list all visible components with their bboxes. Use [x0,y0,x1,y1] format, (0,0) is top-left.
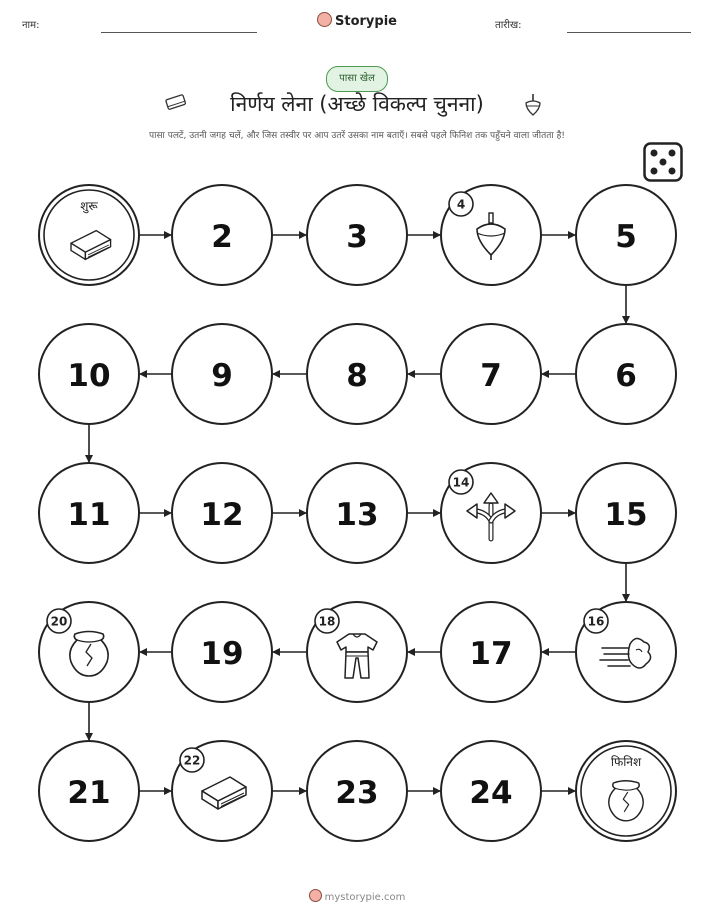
space-number: 12 [200,497,244,533]
name-label: नाम: [22,20,40,31]
board-space-16[interactable] [576,602,676,702]
finish-label: फिनिश [610,755,642,769]
game-badge: पासा खेल [326,66,388,92]
board-space-6[interactable] [576,324,676,424]
board-space-17[interactable] [441,602,541,702]
space-number: 11 [67,497,111,533]
start-label: शुरू [80,199,98,213]
space-number: 3 [346,219,368,255]
space-number: 2 [211,219,233,255]
page-title-text: निर्णय लेना (अच्छे विकल्प चुनना) [230,92,484,116]
board-space-2[interactable] [172,185,272,285]
board-space-3[interactable] [307,185,407,285]
space-number: 7 [480,358,502,394]
footer [0,889,714,903]
space-number: 6 [615,358,637,394]
board-space-15[interactable] [576,463,676,563]
space-number: 18 [318,614,336,629]
space-number: 17 [469,636,513,672]
space-number: 14 [452,475,470,490]
board-space-23[interactable] [307,741,407,841]
footer-url: mystorypie.com [324,892,406,903]
space-number: 13 [335,497,379,533]
board-space-8[interactable] [307,324,407,424]
space-number: 19 [200,636,244,672]
space-number: 24 [469,775,513,811]
board-space-10[interactable] [39,324,139,424]
date-label: तारीख: [495,20,522,31]
board-space-11[interactable] [39,463,139,563]
space-number: 15 [604,497,648,533]
board-space-4[interactable] [441,185,541,285]
brand-name: Storypie [335,14,397,29]
space-number: 9 [211,358,233,394]
space-number: 4 [456,197,466,212]
board-space-14[interactable] [441,463,541,563]
instructions: पासा पलटें, उतनी जगह चलें, और जिस तस्वीर पर आप उतरें उसका नाम बताएँ। सबसे पहले फिनिश तक पहुँचने वाला जीतता है! [149,131,565,141]
space-number: 8 [346,358,368,394]
space-number: 23 [335,775,379,811]
space-number: 21 [67,775,111,811]
board-space-19[interactable] [172,602,272,702]
space-number: 22 [183,753,201,768]
board-space-24[interactable] [441,741,541,841]
board-space-12[interactable] [172,463,272,563]
space-number: 10 [67,358,111,394]
board-space-22[interactable] [172,741,272,841]
board-space-20[interactable] [39,602,139,702]
cracked-pot-icon [70,632,108,677]
board-space-18[interactable] [307,602,407,702]
space-number: 20 [50,614,68,629]
board-space-7[interactable] [441,324,541,424]
space-number: 16 [587,614,605,629]
board-space-13[interactable] [307,463,407,563]
bear-logo-icon [309,889,322,902]
board-space-25[interactable] [576,741,676,841]
space-number: 5 [615,219,637,255]
cracked-pot-icon [609,781,643,821]
board-space-9[interactable] [172,324,272,424]
board-space-21[interactable] [39,741,139,841]
board-space-5[interactable] [576,185,676,285]
board-space-1[interactable] [39,185,139,285]
